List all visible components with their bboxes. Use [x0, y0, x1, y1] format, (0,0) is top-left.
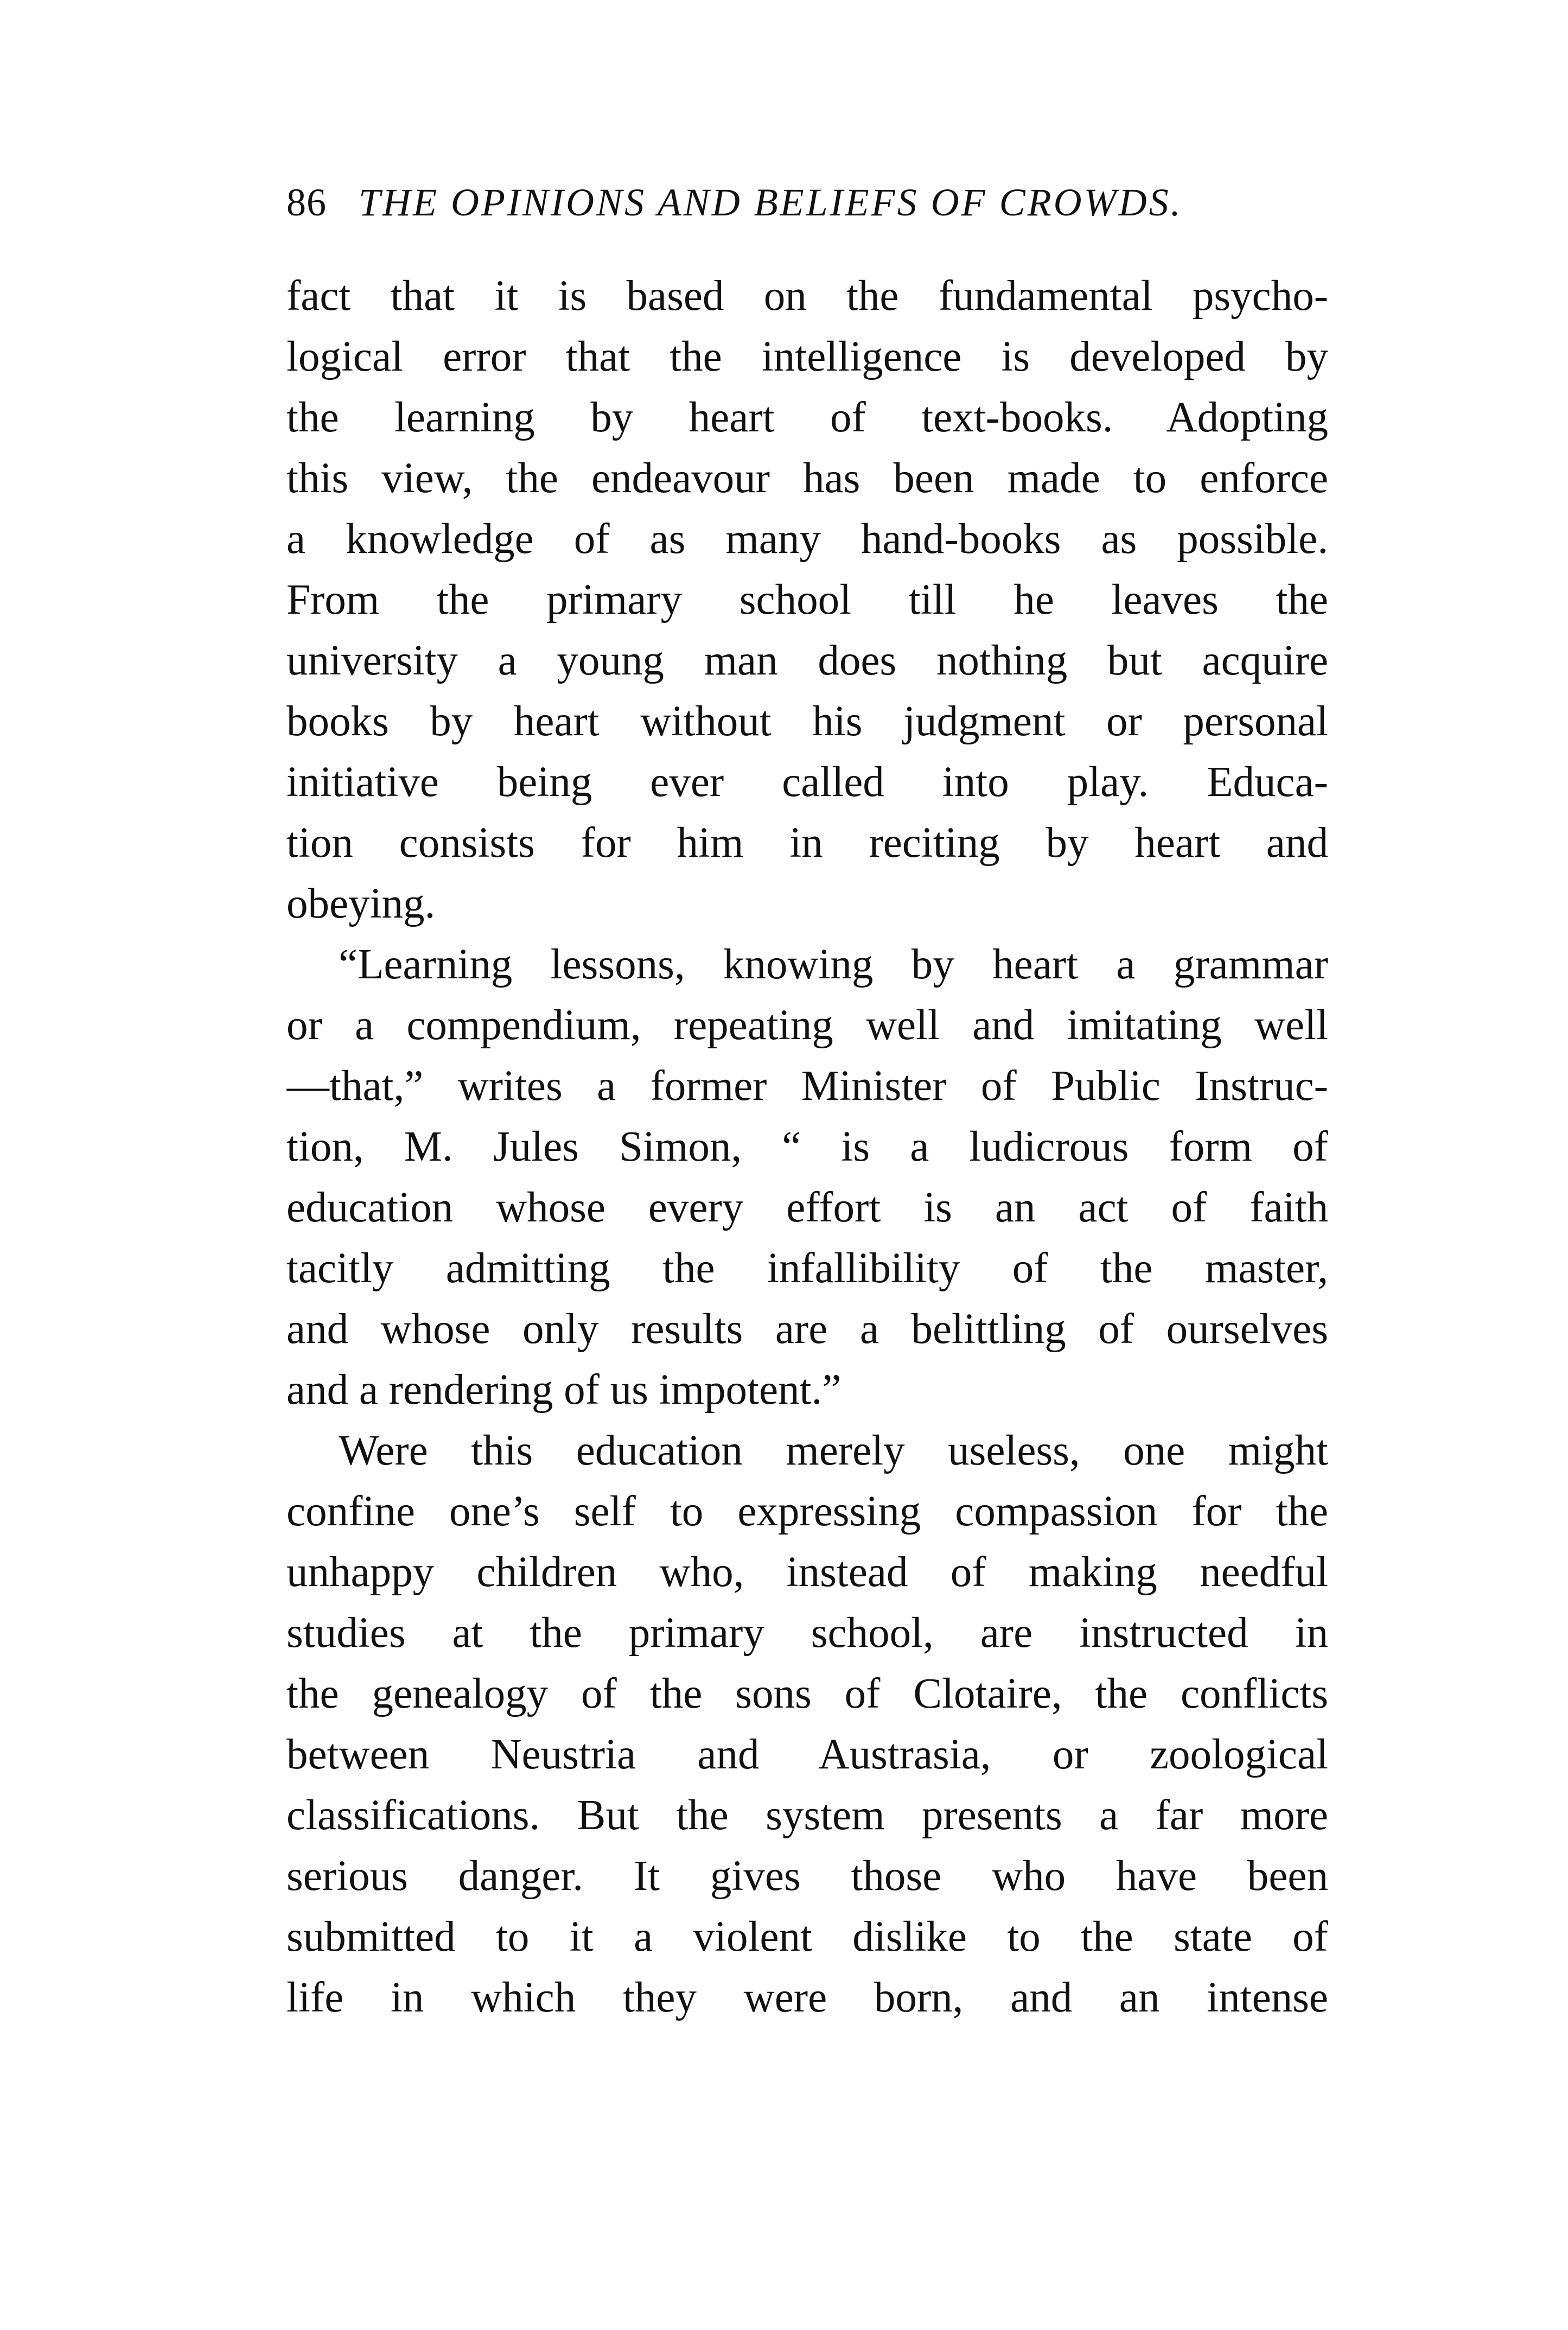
text-line: and whose only results are a belittling of ourselves — [286, 1306, 1328, 1353]
text-line: studies at the primary school, are instructed in — [286, 1609, 1328, 1657]
body-text — [286, 266, 1328, 2028]
text-line: and a rendering of us impotent.” — [286, 1366, 842, 1414]
text-line: tion consists for him in reciting by heart and — [286, 819, 1328, 867]
text-line: unhappy children who, instead of making needful — [286, 1549, 1328, 1596]
text-line: a knowledge of as many hand-books as possible. — [286, 515, 1328, 563]
text-line: tion, M. Jules Simon, “ is a ludicrous form of — [286, 1123, 1328, 1170]
running-title: THE OPINIONS AND BELIEFS OF CROWDS. — [359, 181, 1183, 224]
text-line: “Learning lessons, knowing by heart a grammar — [339, 941, 1328, 988]
text-line: serious danger. It gives those who have been — [286, 1852, 1328, 1900]
text-line: fact that it is based on the fundamental psycho- — [286, 272, 1328, 320]
text-line: education whose every effort is an act of faith — [286, 1184, 1328, 1231]
text-line: From the primary school till he leaves the — [286, 576, 1328, 623]
text-line: initiative being ever called into play. Educa- — [286, 759, 1328, 806]
text-line: the learning by heart of text-books. Adopting — [286, 394, 1328, 441]
text-line: this view, the endeavour has been made to enforce — [286, 455, 1328, 502]
text-line: life in which they were born, and an intense — [286, 1974, 1328, 2021]
text-line: the genealogy of the sons of Clotaire, the conflicts — [286, 1670, 1328, 1717]
text-line: —that,” writes a former Minister of Public Instruc- — [286, 1062, 1328, 1110]
text-line: obeying. — [286, 880, 436, 927]
text-line: Were this education merely useless, one might — [339, 1427, 1328, 1474]
text-line: classifications. But the system presents a far more — [286, 1792, 1328, 1839]
text-line: books by heart without his judgment or personal — [286, 698, 1328, 745]
text-line: logical error that the intelligence is developed by — [286, 333, 1328, 380]
text-line: confine one’s self to expressing compassion for the — [286, 1488, 1328, 1535]
text-line: between Neustria and Austrasia, or zoological — [286, 1731, 1328, 1778]
page-number: 86 — [286, 181, 327, 224]
text-line: tacitly admitting the infallibility of the master, — [286, 1245, 1328, 1292]
text-line: submitted to it a violent dislike to the state of — [286, 1913, 1328, 1960]
text-line: university a young man does nothing but acquire — [286, 637, 1328, 684]
text-line: or a compendium, repeating well and imitating well — [286, 1002, 1328, 1049]
running-head — [286, 173, 1328, 232]
